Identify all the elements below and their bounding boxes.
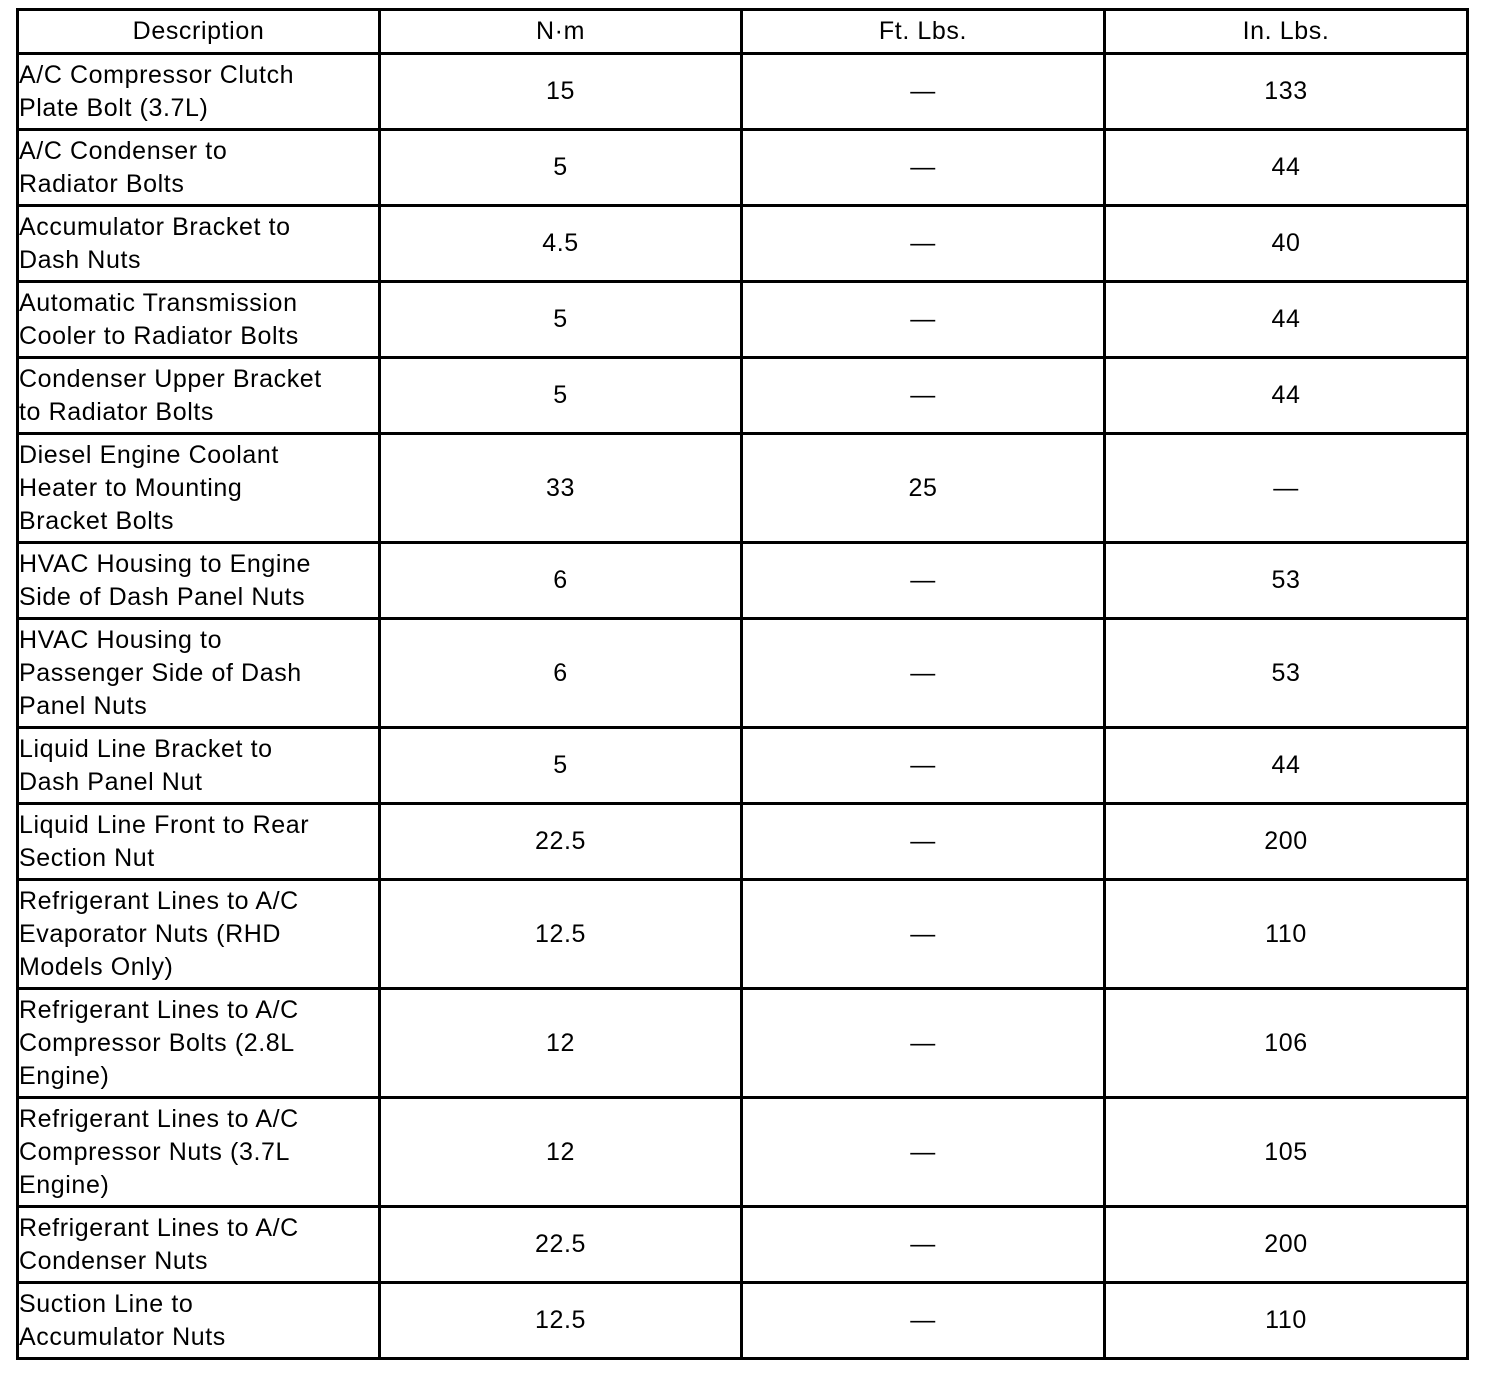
cell-in-lbs: 133 [1105, 54, 1468, 130]
cell-nm: 22.5 [380, 804, 742, 880]
table-row [18, 728, 1468, 804]
cell-ft-lbs: — [742, 1207, 1105, 1283]
cell-nm: 5 [380, 282, 742, 358]
cell-in-lbs: 105 [1105, 1098, 1468, 1207]
description-line: A/C Condenser to [19, 136, 228, 165]
description-line: Liquid Line Bracket to [19, 734, 273, 763]
cell-description [18, 282, 380, 358]
table-row [18, 1098, 1468, 1207]
cell-nm: 6 [380, 619, 742, 728]
cell-ft-lbs: — [742, 989, 1105, 1098]
cell-in-lbs: — [1105, 434, 1468, 543]
table-header [18, 10, 1468, 54]
cell-ft-lbs: — [742, 358, 1105, 434]
description-line: Condenser Upper Bracket [19, 364, 322, 393]
cell-in-lbs: 44 [1105, 358, 1468, 434]
description-line: Evaporator Nuts (RHD [19, 919, 282, 948]
cell-nm: 33 [380, 434, 742, 543]
cell-in-lbs: 44 [1105, 282, 1468, 358]
cell-in-lbs: 53 [1105, 619, 1468, 728]
cell-ft-lbs: — [742, 1098, 1105, 1207]
description-line: to Radiator Bolts [19, 397, 215, 426]
description-line: Plate Bolt (3.7L) [19, 93, 209, 122]
cell-in-lbs: 200 [1105, 1207, 1468, 1283]
cell-description [18, 54, 380, 130]
cell-nm: 5 [380, 358, 742, 434]
table-row [18, 619, 1468, 728]
cell-nm: 12.5 [380, 1283, 742, 1359]
cell-description [18, 1207, 380, 1283]
description-line: Refrigerant Lines to A/C [19, 1213, 299, 1242]
cell-nm: 12 [380, 989, 742, 1098]
cell-description [18, 543, 380, 619]
table-row [18, 804, 1468, 880]
cell-ft-lbs: — [742, 130, 1105, 206]
description-line: Dash Nuts [19, 245, 142, 274]
cell-description [18, 1283, 380, 1359]
description-line: A/C Compressor Clutch [19, 60, 295, 89]
description-line: Suction Line to [19, 1289, 194, 1318]
cell-ft-lbs: — [742, 804, 1105, 880]
table-row [18, 1207, 1468, 1283]
description-line: Liquid Line Front to Rear [19, 810, 310, 839]
description-line: Condenser Nuts [19, 1246, 209, 1275]
cell-ft-lbs: 25 [742, 434, 1105, 543]
cell-ft-lbs: — [742, 206, 1105, 282]
description-line: Models Only) [19, 952, 174, 981]
cell-description [18, 130, 380, 206]
description-line: Accumulator Nuts [19, 1322, 226, 1351]
header-nm: N·m [380, 10, 742, 54]
cell-in-lbs: 106 [1105, 989, 1468, 1098]
description-line: Compressor Bolts (2.8L [19, 1028, 295, 1057]
description-line: Refrigerant Lines to A/C [19, 1104, 299, 1133]
cell-in-lbs: 44 [1105, 130, 1468, 206]
description-line: Diesel Engine Coolant [19, 440, 279, 469]
cell-nm: 22.5 [380, 1207, 742, 1283]
header-row [18, 10, 1468, 54]
cell-in-lbs: 110 [1105, 1283, 1468, 1359]
cell-description [18, 206, 380, 282]
description-line: Panel Nuts [19, 691, 148, 720]
cell-in-lbs: 40 [1105, 206, 1468, 282]
cell-description [18, 358, 380, 434]
description-line: Passenger Side of Dash [19, 658, 302, 687]
cell-in-lbs: 200 [1105, 804, 1468, 880]
cell-ft-lbs: — [742, 619, 1105, 728]
table-row [18, 358, 1468, 434]
table-row [18, 989, 1468, 1098]
description-line: HVAC Housing to [19, 625, 223, 654]
description-line: Engine) [19, 1170, 110, 1199]
description-line: Accumulator Bracket to [19, 212, 291, 241]
cell-nm: 5 [380, 728, 742, 804]
table-row [18, 130, 1468, 206]
cell-ft-lbs: — [742, 282, 1105, 358]
cell-nm: 5 [380, 130, 742, 206]
cell-description [18, 1098, 380, 1207]
torque-spec-table [16, 8, 1469, 1360]
cell-ft-lbs: — [742, 54, 1105, 130]
header-description: Description [18, 10, 380, 54]
cell-description [18, 804, 380, 880]
description-line: Cooler to Radiator Bolts [19, 321, 299, 350]
table-row [18, 1283, 1468, 1359]
description-line: Dash Panel Nut [19, 767, 203, 796]
table-row [18, 543, 1468, 619]
description-line: Compressor Nuts (3.7L [19, 1137, 291, 1166]
description-line: Heater to Mounting [19, 473, 243, 502]
header-in-lbs: In. Lbs. [1105, 10, 1468, 54]
header-ft-lbs: Ft. Lbs. [742, 10, 1105, 54]
description-line: Radiator Bolts [19, 169, 185, 198]
description-line: Refrigerant Lines to A/C [19, 995, 299, 1024]
table-row [18, 282, 1468, 358]
table-row [18, 880, 1468, 989]
cell-nm: 6 [380, 543, 742, 619]
cell-nm: 12.5 [380, 880, 742, 989]
cell-nm: 15 [380, 54, 742, 130]
cell-description [18, 434, 380, 543]
cell-description [18, 728, 380, 804]
cell-in-lbs: 44 [1105, 728, 1468, 804]
cell-nm: 12 [380, 1098, 742, 1207]
description-line: Refrigerant Lines to A/C [19, 886, 299, 915]
cell-in-lbs: 53 [1105, 543, 1468, 619]
cell-ft-lbs: — [742, 1283, 1105, 1359]
description-line: Automatic Transmission [19, 288, 298, 317]
cell-description [18, 989, 380, 1098]
cell-in-lbs: 110 [1105, 880, 1468, 989]
description-line: Engine) [19, 1061, 110, 1090]
table-row [18, 54, 1468, 130]
table-row [18, 206, 1468, 282]
table-body [18, 54, 1468, 1359]
description-line: Bracket Bolts [19, 506, 175, 535]
cell-ft-lbs: — [742, 880, 1105, 989]
description-line: Section Nut [19, 843, 155, 872]
description-line: HVAC Housing to Engine [19, 549, 312, 578]
description-line: Side of Dash Panel Nuts [19, 582, 306, 611]
table-row [18, 434, 1468, 543]
cell-description [18, 619, 380, 728]
cell-nm: 4.5 [380, 206, 742, 282]
cell-ft-lbs: — [742, 728, 1105, 804]
cell-description [18, 880, 380, 989]
cell-ft-lbs: — [742, 543, 1105, 619]
